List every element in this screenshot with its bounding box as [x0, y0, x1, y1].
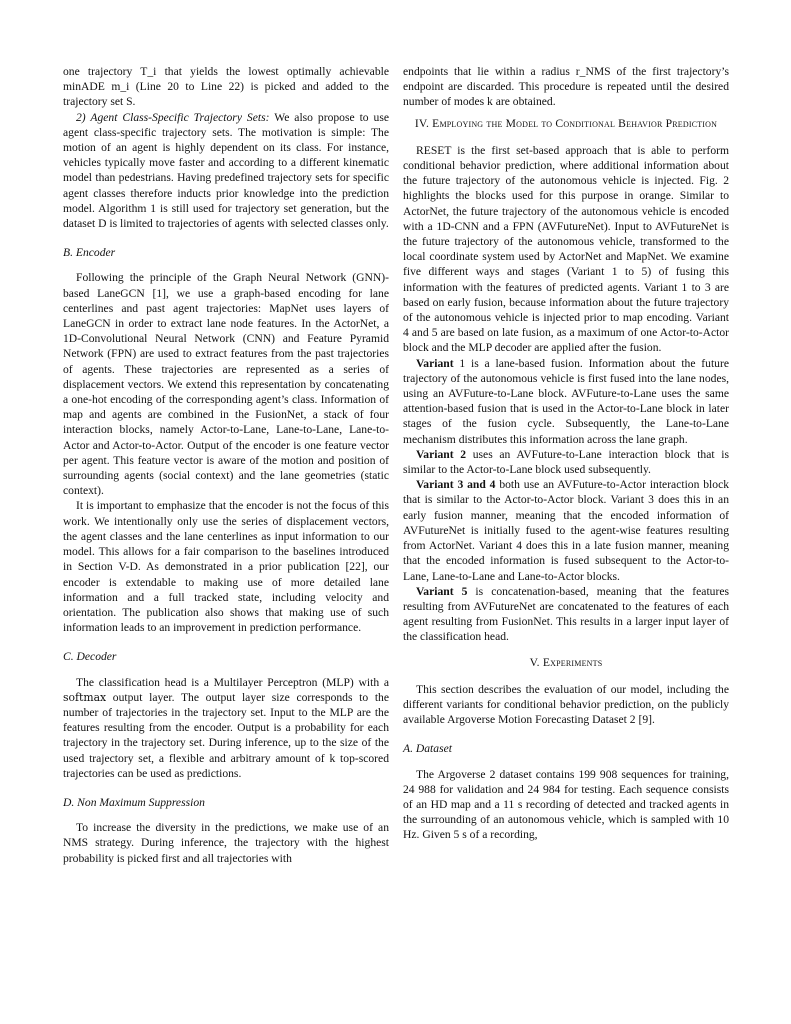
variant-1-lead: Variant: [416, 356, 454, 370]
decoder-text-a: The classification head is a Multilayer Perceptron (MLP) with a: [76, 675, 389, 689]
agent-class-lead: 2) Agent Class-Specific Trajectory Sets:: [76, 110, 270, 124]
variant-1-paragraph: [403, 356, 729, 447]
section-5-paragraph: This section describes the evaluation of our model, including the different variants for conditional behavior prediction, on the publicly available Argoverse Motion Forecasting Dataset 2 [9].: [403, 682, 729, 727]
dataset-paragraph: The Argoverse 2 dataset contains 199 908 sequences for training, 24 988 for validation and 24 984 for testing. Each sequence consists of an HD map and a 11 s recording of detected and tracked agents in the surrounding of an autonomous vehicle, which is sampled with 10 Hz. Given 5 s of a recording,: [403, 767, 729, 842]
encoder-heading: B. Encoder: [63, 246, 116, 260]
variant-3-4-lead: Variant 3 and 4: [416, 478, 496, 492]
agent-class-paragraph: [63, 110, 389, 232]
encoder-paragraph-2: It is important to emphasize that the encoder is not the focus of this work. We intentionally only use the series of displacement vectors, the agent classes and the lane centerlines as input information to our model. This allows for a fair comparison to the baselines introduced in Section V-D. As demonstrated in a prior publication [22], our encoder is extendable to making use of more detailed lane information and a full tracked state, including velocity and orientation. The publication also shows that making use of such information leads to an improvement in prediction performance.: [63, 499, 389, 635]
variant-5-lead: Variant 5: [416, 584, 468, 598]
variant-3-4-paragraph: [403, 477, 729, 583]
right-column: [403, 64, 729, 843]
softmax-term: softmax: [63, 690, 107, 704]
left-column: [63, 64, 389, 866]
nms-continuation: endpoints that lie within a radius r_NMS of the first trajectory’s endpoint are discarded. This procedure is repeated until the desired number of modes k are obtained.: [403, 65, 729, 109]
nms-paragraph: To increase the diversity in the predictions, we make use of an NMS strategy. During inference, the trajectory with the highest probability is picked first and all trajectories with: [63, 821, 389, 865]
variant-2-paragraph: [403, 447, 729, 477]
section-4-heading: IV. Employing the Model to Conditional Behavior Prediction: [414, 116, 718, 130]
variant-3-4-text: both use an AVFuture-to-Actor interaction block that is similar to the Actor-to-Actor block. Variant 3 does this in an early fusion manner, meaning that the encoded information of AVFutureNet is initially fused to the agent-wise features resulting from ActorNet. Variant 4 does this in a late fusion manner, meaning that the encoded information is fused subsequent to the Actor-to-Lane, Lane-to-Lane and Lane-to-Actor blocks.: [403, 478, 730, 583]
variant-2-text: uses an AVFuture-to-Lane interaction block that is similar to the Actor-to-Lane block used subsequently.: [403, 447, 729, 477]
dataset-heading: A. Dataset: [403, 742, 452, 756]
decoder-text-b: output layer. The output layer size corresponds to the number of trajectories in the trajectory set. Input to the MLP are the features resulting from the encoder. Output is a probability for each trajectory in the trajectory set. During inference, up to the size of the used trajectory set, a flexible and arbitrary amount of k top-scored trajectories can be used as predictions.: [63, 690, 389, 780]
variant-1-text: 1 is a lane-based fusion. Information about the future trajectory of the autonomous vehicle is first fused into the lane nodes, using an AVFuture-to-Lane block. AVFuture-to-Lane uses the same attention-based fusion that is used in the Actor-to-Lane block in later stages of the fusion cycle. Subsequently, the Lane-to-Lane mechanism distributes this information across the lane graph.: [403, 356, 729, 446]
decoder-heading: C. Decoder: [63, 650, 117, 664]
encoder-paragraph-1: Following the principle of the Graph Neural Network (GNN)-based LaneGCN [1], we use a graph-based encoding for lane centerlines and past agent trajectories: MapNet uses layers of LaneGCN in order to extract lane node features. In the ActorNet, a 1D-Convolutional Neural Network (CNN) and Feature Pyramid Network (FPN) are used to extract features from the past trajectories of agents. These trajectories are represented as a series of displacement vectors. We extend this representation by concatenating a one-hot encoding of the corresponding agent’s class. Information of map and agents are combined in the FusionNet, a stack of four interaction blocks, namely Actor-to-Lane, Lane-to-Lane, Lane-to-Actor and Actor-to-Actor. Output of the encoder is one feature vector per agent. This feature vector is aware of the motion and position of surrounding agents (social context) and the lane geometries (static context).: [63, 271, 389, 498]
intro-paragraph: one trajectory T_i that yields the lowest optimally achievable minADE m_i (Line 20 to Line 22) is picked and added to the trajectory set S.: [63, 65, 389, 109]
agent-class-text: We also propose to use agent class-specific trajectory sets. The motivation is simple: The motion of an agent is highly dependent on its class. For instance, vehicles typically move faster and according to a different kinematic model than pedestrians. Having predefined trajectory sets for specific agent classes therefore inducts prior knowledge into the prediction model. Algorithm 1 is still used for trajectory set generation, but the dataset D is limited to trajectories of agents with selected classes only.: [63, 110, 389, 231]
decoder-paragraph: [63, 675, 389, 781]
variant-5-text: is concatenation-based, meaning that the features resulting from AVFutureNet are concatenated to the features of each agent resulting from FusionNet. This results in a larger input layer of the classification head.: [403, 584, 729, 644]
variant-5-paragraph: [403, 584, 729, 645]
section-5-heading: V. Experiments: [529, 655, 603, 669]
nms-heading: D. Non Maximum Suppression: [63, 795, 205, 809]
section-4-paragraph-1: RESET is the first set-based approach that is able to perform conditional behavior prediction, where additional information about the future trajectory of the autonomous vehicle is injected. Fig. 2 highlights the blocks used for this purpose in orange. Similar to ActorNet, the future trajectory of the autonomous vehicle is encoded with a 1D-CNN and a FPN (AVFutureNet). Input to AVFutureNet is the future trajectory of the autonomous vehicle, transformed to the local coordinate system used by ActorNet and MapNet. We examine five different ways and stages (Variant 1 to 5) of fusing this information with the features of predicted agents. Variant 1 to 3 are based on early fusion, because information about the future trajectory of the autonomous vehicle is injected prior to map encoding. Variant 4 and 5 are based on late fusion, as a maximum of one Actor-to-Actor block and the MLP decoder are applied after the fusion.: [403, 143, 729, 355]
variant-2-lead: Variant 2: [416, 447, 467, 461]
